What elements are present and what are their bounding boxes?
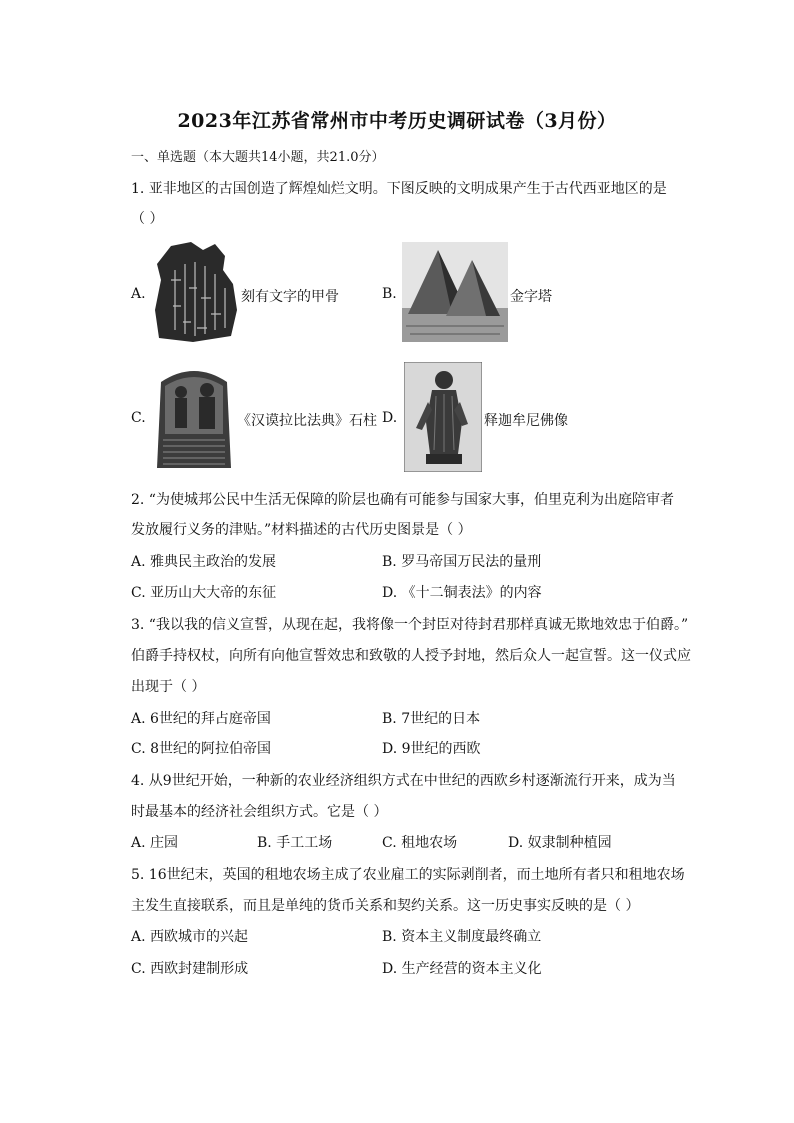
pyramid-image xyxy=(402,242,508,342)
q3-option-d[interactable]: D. 9世纪的西欧 xyxy=(382,741,481,757)
q3-option-b[interactable]: B. 7世纪的日本 xyxy=(382,711,481,727)
q2-option-d[interactable]: D. 《十二铜表法》的内容 xyxy=(382,585,542,601)
q2-option-a[interactable]: A. 雅典民主政治的发展 xyxy=(131,554,277,570)
q3-stem-line-1: 3. “我以我的信义宣誓，从现在起，我将像一个封臣对待封君那样真诚无欺地效忠于伯爵。” xyxy=(131,617,689,633)
q1-option-a-letter: A. xyxy=(131,286,146,302)
section-heading: 一、单选题（本大题共14小题，共21.0分） xyxy=(131,150,385,165)
page-title: 2023年江苏省常州市中考历史调研试卷（3月份） xyxy=(177,110,617,132)
q3-option-c[interactable]: C. 8世纪的阿拉伯帝国 xyxy=(131,741,272,757)
q5-option-c[interactable]: C. 西欧封建制形成 xyxy=(131,961,249,977)
q5-stem-line-1: 5. 16世纪末，英国的租地农场主成了农业雇工的实际剥削者，而土地所有者只和租地农场 xyxy=(131,867,685,883)
oracle-bone-image xyxy=(153,240,239,344)
q2-option-c[interactable]: C. 亚历山大大帝的东征 xyxy=(131,585,277,601)
q5-option-b[interactable]: B. 资本主义制度最终确立 xyxy=(382,929,542,945)
q4-stem-line-2: 时最基本的经济社会组织方式。它是（ ） xyxy=(131,804,388,820)
q4-stem-line-1: 4. 从9世纪开始，一种新的农业经济组织方式在中世纪的西欧乡村逐渐流行开来，成为当 xyxy=(131,773,676,789)
q2-stem-line-2: 发放履行义务的津贴。”材料描述的古代历史图景是（ ） xyxy=(131,522,472,538)
q3-stem-line-3: 出现于（ ） xyxy=(131,679,206,695)
q5-option-a[interactable]: A. 西欧城市的兴起 xyxy=(131,929,249,945)
q1-option-a-text: 刻有文字的甲骨 xyxy=(241,289,339,305)
q3-option-a[interactable]: A. 6世纪的拜占庭帝国 xyxy=(131,711,271,727)
q1-option-c-text: 《汉谟拉比法典》石柱 xyxy=(237,413,377,429)
buddha-statue-image xyxy=(404,362,482,472)
q1-stem-line-1: 1. 亚非地区的古国创造了辉煌灿烂文明。下图反映的文明成果产生于古代西亚地区的是 xyxy=(131,181,667,197)
q1-option-c-letter: C. xyxy=(131,410,146,426)
q5-stem-line-2: 主发生直接联系，而且是单纯的货币关系和契约关系。这一历史事实反映的是（ ） xyxy=(131,898,640,914)
q4-option-a[interactable]: A. 庄园 xyxy=(131,835,179,851)
q2-option-b[interactable]: B. 罗马帝国万民法的量刑 xyxy=(382,554,542,570)
q1-option-b-text: 金字塔 xyxy=(510,289,552,305)
q5-option-d[interactable]: D. 生产经营的资本主义化 xyxy=(382,961,542,977)
q3-stem-line-2: 伯爵手持权杖，向所有向他宣誓效忠和致敬的人授予封地，然后众人一起宣誓。这一仪式应 xyxy=(131,648,691,664)
q1-option-b-letter: B. xyxy=(382,286,397,302)
hammurabi-stele-image xyxy=(153,364,235,468)
q4-option-d[interactable]: D. 奴隶制种植园 xyxy=(508,835,612,851)
q2-stem-line-1: 2. “为使城邦公民中生活无保障的阶层也确有可能参与国家大事，伯里克利为出庭陪审者 xyxy=(131,492,674,508)
q1-option-d-text: 释迦牟尼佛像 xyxy=(484,413,568,429)
q1-stem-line-2: （ ） xyxy=(131,211,164,227)
q4-option-c[interactable]: C. 租地农场 xyxy=(382,835,458,851)
q4-option-b[interactable]: B. 手工工场 xyxy=(257,835,333,851)
q1-option-d-letter: D. xyxy=(382,410,398,426)
